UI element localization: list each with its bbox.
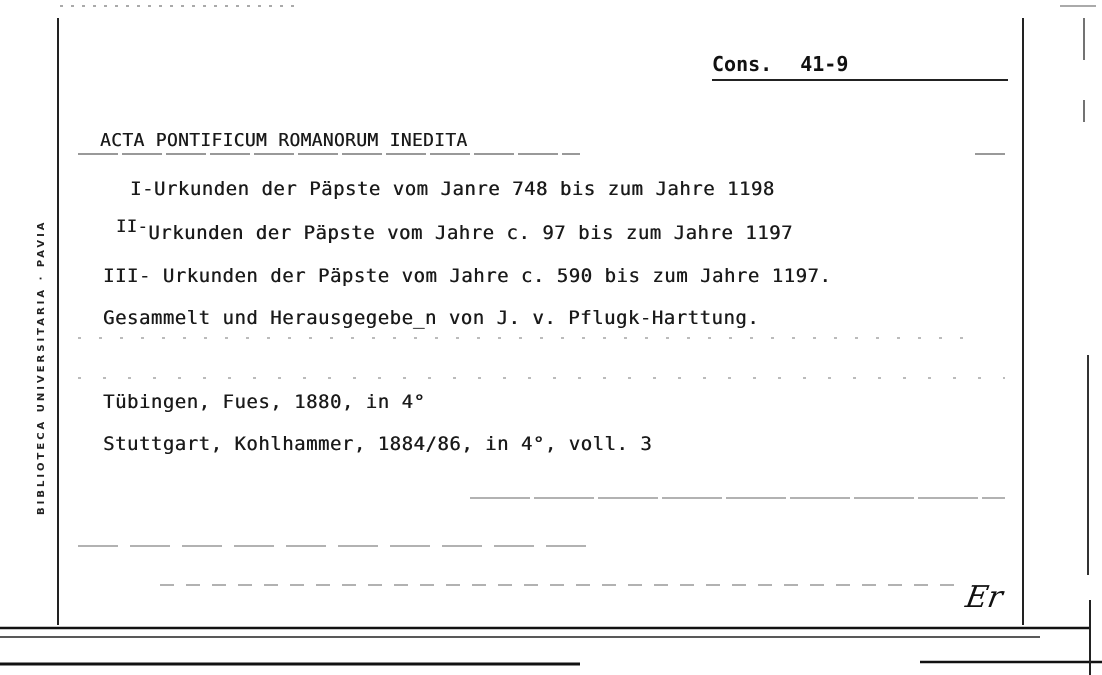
- imprint-line-1: Tübingen, Fues, 1880, in 4°: [103, 391, 426, 413]
- cataloguer-initials: Er: [962, 580, 1006, 615]
- part-2-text: Urkunden der Päpste vom Jahre c. 97 bis zum Jahre 1197: [148, 222, 793, 244]
- shelfmark: [712, 52, 848, 76]
- editor-line: Gesammelt und Herausgegebe̲n von J. v. Pflugk-Harttung.: [103, 307, 760, 329]
- shelfmark-prefix: Cons.: [712, 52, 773, 76]
- part-2-line: [116, 217, 793, 244]
- part-1-line: I-Urkunden der Päpste vom Janre 748 bis zum Jahre 1198: [130, 178, 775, 200]
- part-2-numeral: II-: [116, 217, 149, 237]
- part-3-line: III- Urkunden der Päpste vom Jahre c. 590 bis zum Jahre 1197.: [103, 265, 832, 287]
- library-stamp: BIBLIOTECA UNIVERSITARIA · PAVIA: [36, 219, 47, 515]
- shelfmark-number: 41-9: [800, 52, 849, 76]
- imprint-line-2: Stuttgart, Kohlhammer, 1884/86, in 4°, voll. 3: [103, 433, 653, 455]
- work-title: ACTA PONTIFICUM ROMANORUM INEDITA: [100, 130, 468, 151]
